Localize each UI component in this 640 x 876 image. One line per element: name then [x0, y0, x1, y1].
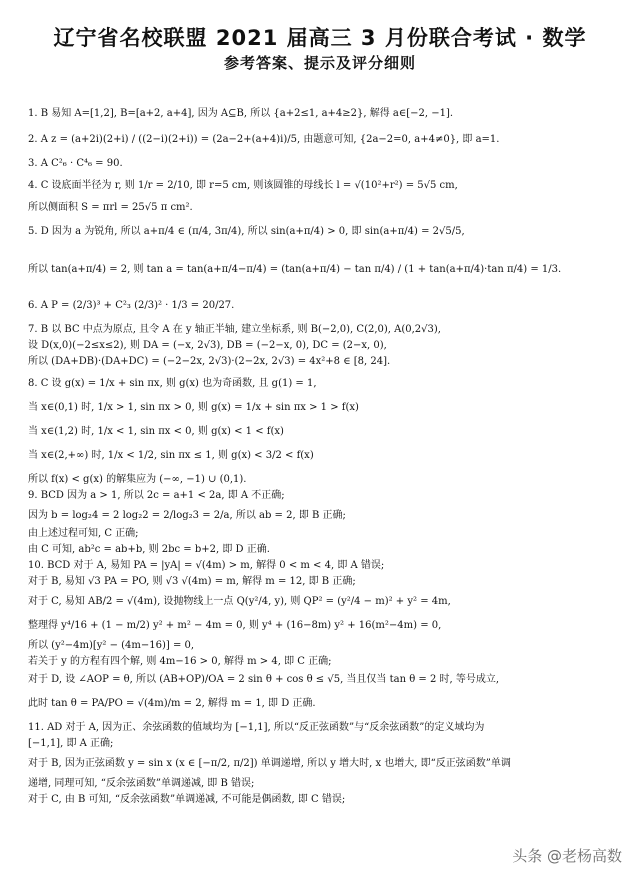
answer-line: 9. BCD 因为 a > 1, 所以 2c = a+1 < 2a, 即 A 不正确; — [28, 490, 285, 501]
answer-line: 若关于 y 的方程有四个解, 则 4m−16 > 0, 解得 m > 4, 即 C 正确; — [28, 656, 332, 667]
answer-line: 所以 f(x) < g(x) 的解集应为 (−∞, −1) ∪ (0,1). — [28, 474, 247, 485]
answer-line: 所以 tan(a+π/4) = 2, 则 tan a = tan(a+π/4−π/4) = (tan(a+π/4) − tan π/4) / (1 + tan(a+π/4)·tan π/4) = 1/3. — [28, 264, 562, 275]
answer-line: 所以 (DA+DB)·(DA+DC) = (−2−2x, 2√3)·(2−2x, 2√3) = 4x²+8 ∈ [8, 24]. — [28, 356, 391, 367]
answer-line: 设 D(x,0)(−2≤x≤2), 则 DA = (−x, 2√3), DB = (−2−x, 0), DC = (2−x, 0), — [28, 340, 387, 351]
answer-line: 6. A P = (2/3)³ + C²₃ (2/3)² · 1/3 = 20/27. — [28, 300, 235, 311]
answer-line: 1. B 易知 A=[1,2], B=[a+2, a+4], 因为 A⊆B, 所以 {a+2≤1, a+4≥2}, 解得 a∈[−2, −1]. — [28, 108, 454, 119]
answer-line: 因为 b = log₂4 = 2 log₂2 = 2/log₂3 = 2/a, 所以 ab = 2, 即 B 正确; — [28, 510, 346, 521]
answer-line: 此时 tan θ = PA/PO = √(4m)/m = 2, 解得 m = 1, 即 D 正确. — [28, 698, 316, 709]
answer-line: 整理得 y⁴/16 + (1 − m/2) y² + m² − 4m = 0, 则 y⁴ + (16−8m) y² + 16(m²−4m) = 0, — [28, 620, 442, 631]
document-title: 辽宁省名校联盟 2021 届高三 3 月份联合考试 · 数学 — [53, 26, 587, 50]
answer-line: 对于 C, 由 B 可知, “反余弦函数”单调递减, 不可能是偶函数, 即 C 错误; — [28, 794, 346, 805]
answer-line: 由 C 可知, ab²c = ab+b, 则 2bc = b+2, 即 D 正确. — [28, 544, 270, 555]
answer-line: 递增, 同理可知, “反余弦函数”单调递减, 即 B 错误; — [28, 778, 255, 789]
answer-line: 由上述过程可知, C 正确; — [28, 528, 139, 539]
answer-line: [−1,1], 即 A 正确; — [28, 738, 114, 749]
answer-line: 10. BCD 对于 A, 易知 PA = |yA| = √(4m) > m, 解得 0 < m < 4, 即 A 错误; — [28, 560, 385, 571]
answer-line: 4. C 设底面半径为 r, 则 1/r = 2/10, 即 r=5 cm, 则该圆锥的母线长 l = √(10²+r²) = 5√5 cm, — [28, 180, 458, 191]
answer-line: 5. D 因为 a 为锐角, 所以 a+π/4 ∈ (π/4, 3π/4), 所以 sin(a+π/4) > 0, 即 sin(a+π/4) = 2√5/5, — [28, 226, 465, 237]
answer-line: 对于 D, 设 ∠AOP = θ, 所以 (AB+OP)/OA = 2 sin θ + cos θ ≤ √5, 当且仅当 tan θ = 2 时, 等号成立, — [28, 674, 500, 685]
answer-line: 8. C 设 g(x) = 1/x + sin πx, 则 g(x) 也为奇函数, 且 g(1) = 1, — [28, 378, 317, 389]
answer-line: 所以 (y²−4m)[y² − (4m−16)] = 0, — [28, 640, 195, 651]
watermark: 头条 @老杨高数 — [512, 847, 622, 865]
answer-line: 当 x∈(0,1) 时, 1/x > 1, sin πx > 0, 则 g(x) = 1/x + sin πx > 1 > f(x) — [28, 402, 359, 413]
answer-line: 7. B 以 BC 中点为原点, 且令 A 在 y 轴正半轴, 建立坐标系, 则 B(−2,0), C(2,0), A(0,2√3), — [28, 324, 441, 335]
answer-line: 当 x∈(2,+∞) 时, 1/x < 1/2, sin πx ≤ 1, 则 g(x) < 3/2 < f(x) — [28, 450, 314, 461]
answer-line: 2. A z = (a+2i)(2+i) / ((2−i)(2+i)) = (2a−2+(a+4)i)/5, 由题意可知, {2a−2=0, a+4≠0}, 即 a=1. — [28, 134, 500, 145]
answer-line: 对于 B, 易知 √3 PA = PO, 则 √3 √(4m) = m, 解得 m = 12, 即 B 正确; — [28, 576, 356, 587]
document-subtitle: 参考答案、提示及评分细则 — [223, 54, 416, 72]
answer-line: 所以侧面积 S = πrl = 25√5 π cm². — [28, 202, 193, 213]
answer-line: 3. A C²₆ · C⁴₆ = 90. — [28, 158, 123, 169]
answer-line: 当 x∈(1,2) 时, 1/x < 1, sin πx < 0, 则 g(x) < 1 < f(x) — [28, 426, 284, 437]
answer-line: 11. AD 对于 A, 因为正、余弦函数的值域均为 [−1,1], 所以“反正弦函数”与“反余弦函数”的定义域均为 — [28, 722, 485, 733]
answer-line: 对于 B, 因为正弦函数 y = sin x (x ∈ [−π/2, π/2]) 单调递增, 所以 y 增大时, x 也增大, 即“反正弦函数”单调 — [28, 758, 511, 769]
answer-line: 对于 C, 易知 AB/2 = √(4m), 设抛物线上一点 Q(y²/4, y), 则 QP² = (y²/4 − m)² + y² = 4m, — [28, 596, 451, 607]
